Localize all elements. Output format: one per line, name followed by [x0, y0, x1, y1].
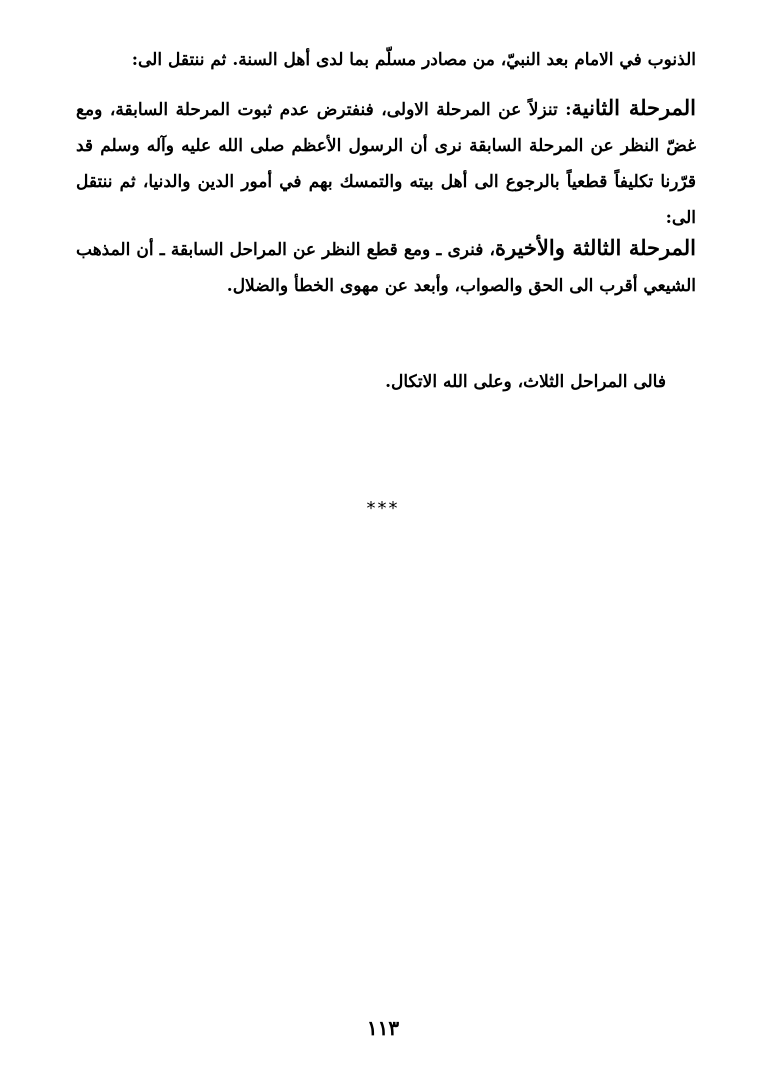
stage-three-text: ، فنرى ـ ومع قطع النظر عن المراحل السابقة ـ أن المذهب الشيعي أقرب الى الحق والصواب، وأبعد عن مهوى الخطأ والضلال. — [76, 240, 696, 296]
paragraph-stage-two — [76, 90, 696, 236]
paragraph-intro — [76, 42, 696, 78]
paragraph-stage-three — [76, 230, 696, 304]
section-separator: *** — [366, 498, 400, 519]
page-number: ١١٣ — [366, 1016, 400, 1040]
closing-line: فالى المراحل الثلاث، وعلى الله الاتكال. — [385, 372, 666, 392]
stage-three-heading: المرحلة الثالثة والأخيرة — [495, 235, 696, 260]
stage-two-heading: المرحلة الثانية — [571, 95, 697, 120]
stage-two-text: : تنزلاً عن المرحلة الاولى، فنفترض عدم ثبوت المرحلة السابقة، ومع غضّ النظر عن المرحلة السابقة نرى أن الرسول الأعظم صلى الله عليه وآله وسلم قد قرّرنا تكليفاً قطعياً بالرجوع الى أهل بيته والتمسك بهم في أمور الدين والدنيا، ثم ننتقل الى: — [76, 100, 696, 228]
paragraph-intro-text: الذنوب في الامام بعد النبيّ، من مصادر مسلّم بما لدى أهل السنة. ثم ننتقل الى: — [131, 50, 696, 70]
